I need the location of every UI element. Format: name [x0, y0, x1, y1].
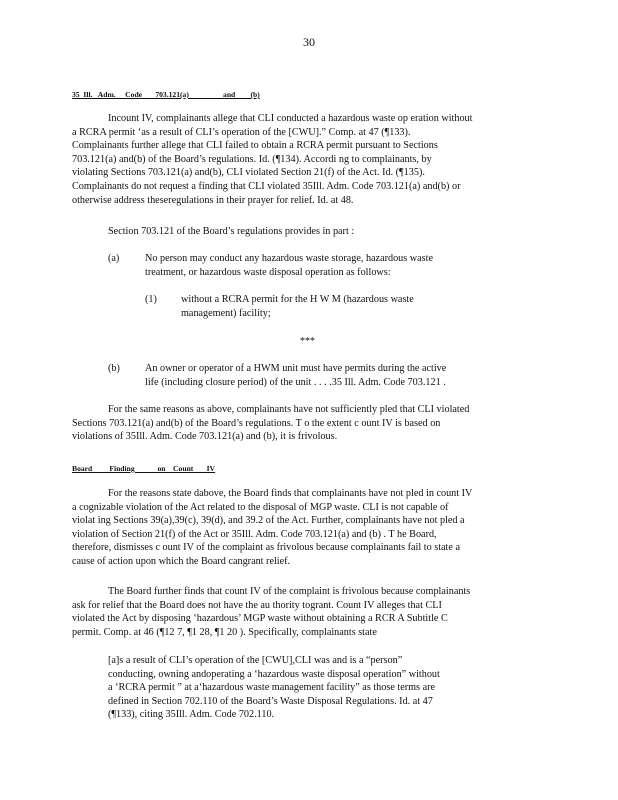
text-line: violated the Act by disposing ‘hazardous’ MGP waste without obtaining a RCR A Subtitle C	[72, 613, 448, 625]
text-line: violat ing Sections 39(a),39(c), 39(d), and 39.2 of the Act. Further, complainants have not pled a	[72, 515, 465, 527]
text-line: For the reasons state dabove, the Board finds that complainants have not pled in count IV	[108, 488, 473, 499]
section-heading-35-ill-adm-code: 35 Ill. Adm. Code 703.121(a) and (b)	[72, 90, 260, 99]
paragraph-board-finding	[72, 487, 540, 569]
text-line: ask for relief that the Board does not have the au thority togrant. Count IV alleges that CLI	[72, 599, 442, 611]
text-line: For the same reasons as above, complainants have not sufficiently pled that CLI violated	[108, 404, 470, 415]
text-line: (¶133), citing 35Ill. Adm. Code 702.110.	[108, 709, 275, 721]
text-line: violating Sections 703.121(a) and(b), CLI violated Section 21(f) of the Act. Id. (¶135).	[72, 167, 425, 179]
section-intro-line: Section 703.121 of the Board’s regulations provides in part :	[108, 226, 355, 237]
text-line: 703.121(a) and(b) of the Board’s regulations. Id. (¶134). Accordi ng to complainants, by	[72, 153, 432, 165]
text-line: treatment, or hazardous waste disposal operation as follows:	[145, 266, 391, 278]
text-line: a cognizable violation of the Act related to the disposal of MGP waste. CLI is not capable of	[72, 501, 449, 513]
item-a-text	[145, 252, 433, 279]
block-quote	[108, 654, 500, 722]
text-line: Incount IV, complainants allege that CLI conducted a hazardous waste op eration without	[108, 113, 473, 124]
item-a-label: (a)	[108, 253, 120, 264]
text-line: cause of action upon which the Board cangrant relief.	[72, 555, 291, 567]
text-line: The Board further finds that count IV of the complaint is frivolous because complainants	[108, 586, 471, 597]
text-line: Complainants further allege that CLI failed to obtain a RCRA permit pursuant to Sections	[72, 140, 438, 152]
text-line: management) facility;	[181, 307, 271, 319]
text-line: without a RCRA permit for the H W M (hazardous waste	[181, 294, 414, 305]
text-line: therefore, dismisses c ount IV of the complaint as frivolous because complainants fail to state a	[72, 542, 460, 554]
text-line: No person may conduct any hazardous waste storage, hazardous waste	[145, 253, 433, 264]
text-line: Sections 703.121(a) and(b) of the Board’s regulations. T o the extent c ount IV is based on	[72, 417, 441, 429]
text-line: a ‘RCRA permit ” at a‘hazardous waste management facility” as those terms are	[108, 682, 436, 694]
text-line: An owner or operator of a HWM unit must have permits during the active	[145, 363, 447, 374]
text-line: permit. Comp. at 46 (¶12 7, ¶1 28, ¶1 20 ). Specifically, complainants state	[72, 626, 377, 638]
text-line: otherwise address theseregulations in their prayer for relief. Id. at 48.	[72, 194, 354, 206]
text-line: [a]s a result of CLI’s operation of the [CWU],CLI was and is a “person”	[108, 655, 403, 666]
page-number: 30	[303, 35, 315, 49]
paragraph-count-iv-allegations	[72, 112, 540, 207]
paragraph-frivolous-relief	[72, 585, 540, 639]
text-line: violations of 35Ill. Adm. Code 703.121(a) and (b), it is frivolous.	[72, 431, 338, 443]
text-line: life (including closure period) of the unit . . . .35 Ill. Adm. Code 703.121 .	[145, 376, 446, 388]
item-b-text	[145, 362, 446, 389]
ellipsis-stars: ***	[300, 336, 315, 347]
text-line: violation of Section 21(f) of the Act or 35Ill. Adm. Code 703.121(a) and (b) . T he Board,	[72, 528, 437, 540]
item-1-label: (1)	[145, 294, 157, 305]
text-line: defined in Section 702.110 of the Board’s Waste Disposal Regulations. Id. at 47	[108, 695, 433, 707]
text-line: Complainants do not request a finding that CLI violated 35Ill. Adm. Code 703.121(a) and(b) or	[72, 180, 461, 192]
item-1-text	[181, 293, 414, 320]
text-line: conducting, owning andoperating a ‘hazardous waste disposal operation” without	[108, 668, 440, 680]
section-heading-board-finding: Board Finding on Count IV	[72, 464, 216, 473]
paragraph-same-reasons	[72, 403, 540, 444]
text-line: a RCRA permit ‘as a result of CLI’s operation of the [CWU].” Comp. at 47 (¶133).	[72, 126, 411, 138]
item-b-label: (b)	[108, 363, 120, 374]
